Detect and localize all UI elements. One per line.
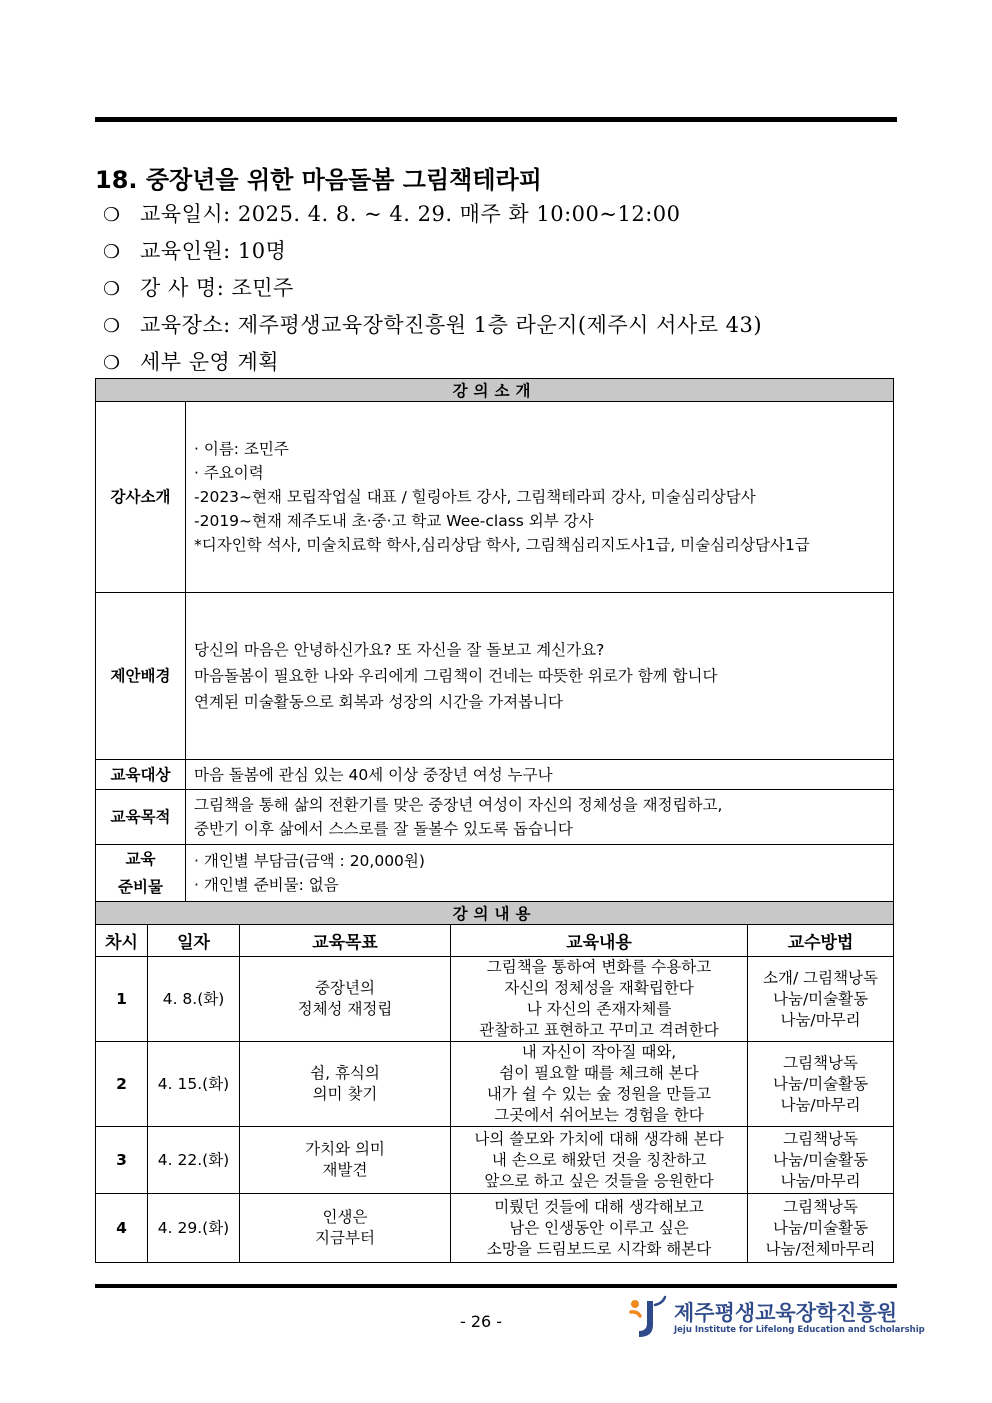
overview-item-capacity: ❍ 교육인원: 10명	[103, 233, 903, 270]
session-method: 그림책낭독 나눔/미술활동 나눔/마무리	[748, 1127, 894, 1194]
materials-text: · 개인별 부담금(금액 : 20,000원) · 개인별 준비물: 없음	[186, 845, 894, 902]
session-content: 그림책을 통하여 변화를 수용하고 자신의 정체성을 재확립한다 나 자신의 존재자체를 관찰하고 표현하고 꾸미고 격려한다	[451, 957, 748, 1042]
session-goal: 인생은 지금부터	[240, 1194, 451, 1263]
bottom-rule	[95, 1284, 897, 1288]
session-date: 4. 29.(화)	[148, 1194, 240, 1263]
session-method: 그림책낭독 나눔/미술활동 나눔/전체마무리	[748, 1194, 894, 1263]
column-header-content: 교육내용	[451, 925, 748, 957]
session-method: 그림책낭독 나눔/미술활동 나눔/마무리	[748, 1042, 894, 1127]
section-header-intro: 강의소개	[96, 379, 894, 402]
session-number: 3	[96, 1127, 148, 1194]
overview-item-location: ❍ 교육장소: 제주평생교육장학진흥원 1층 라운지(제주시 서사로 43)	[103, 307, 903, 344]
session-content: 미뤘던 것들에 대해 생각해보고 남은 인생동안 이루고 싶은 소망을 드림보드로 시각화 해본다	[451, 1194, 748, 1263]
background-text: 당신의 마음은 안녕하신가요? 또 자신을 잘 돌보고 계신가요? 마음돌봄이 필요한 나와 우리에게 그림책이 건네는 따뜻한 위로가 함께 합니다 연계된 미술활동으로 회복과 성장의 시간을 가져봅니다	[186, 593, 894, 760]
target-text: 마음 돌봄에 관심 있는 40세 이상 중장년 여성 누구나	[186, 760, 894, 790]
table-row	[96, 1127, 894, 1194]
column-header-date: 일자	[148, 925, 240, 957]
session-goal: 가치와 의미 재발견	[240, 1127, 451, 1194]
page-title: 18. 중장년을 위한 마음돌봄 그림책테라피	[95, 166, 542, 194]
goal-text: 그림책을 통해 삶의 전환기를 맞은 중장년 여성이 자신의 정체성을 재정립하고, 중반기 이후 삶에서 스스로를 잘 돌볼수 있도록 돕습니다	[186, 790, 894, 845]
column-header-session: 차시	[96, 925, 148, 957]
bullet-circle-icon: ❍	[103, 278, 121, 300]
session-number: 2	[96, 1042, 148, 1127]
goal-label: 교육목적	[96, 790, 186, 845]
overview-item-instructor: ❍ 강 사 명: 조민주	[103, 270, 903, 307]
column-header-goal: 교육목표	[240, 925, 451, 957]
session-date: 4. 15.(화)	[148, 1042, 240, 1127]
table-row	[96, 1194, 894, 1263]
session-content: 나의 쓸모와 가치에 대해 생각해 본다 내 손으로 해왔던 것을 칭찬하고 앞으로 하고 싶은 것들을 응원한다	[451, 1127, 748, 1194]
overview-item-plan: ❍ 세부 운영 계획	[103, 344, 903, 381]
target-label: 교육대상	[96, 760, 186, 790]
instructor-info: · 이름: 조민주 · 주요이력 -2023~현재 모립작업실 대표 / 힐링아트 강사, 그림책테라피 강사, 미술심리상담사 -2019~현재 제주도내 초·중·고 학교 Wee-class 외부 강사 *디자인학 석사, 미술치료학 학사,심리상담 학사, 그림책심리지도사1급, 미술심리상담사1급	[186, 402, 894, 593]
session-number: 4	[96, 1194, 148, 1263]
session-content: 내 자신이 작아질 때와, 쉼이 필요할 때를 체크해 본다 내가 쉴 수 있는 숲 정원을 만들고 그곳에서 쉬어보는 경험을 한다	[451, 1042, 748, 1127]
table-row	[96, 1042, 894, 1127]
page-number: - 26 -	[460, 1312, 503, 1331]
bullet-circle-icon: ❍	[103, 204, 121, 226]
session-date: 4. 8.(화)	[148, 957, 240, 1042]
plan-table	[95, 378, 894, 1263]
background-label: 제안배경	[96, 593, 186, 760]
section-header-content: 강의내용	[96, 902, 894, 925]
bullet-circle-icon: ❍	[103, 352, 121, 374]
session-goal: 쉼, 휴식의 의미 찾기	[240, 1042, 451, 1127]
overview-list	[103, 196, 903, 381]
overview-item-schedule: ❍ 교육일시: 2025. 4. 8. ~ 4. 29. 매주 화 10:00~12:00	[103, 196, 903, 233]
session-number: 1	[96, 957, 148, 1042]
institute-logo	[627, 1295, 925, 1340]
column-header-method: 교수방법	[748, 925, 894, 957]
institute-name: 제주평생교육장학진흥원	[674, 1301, 898, 1325]
table-row	[96, 957, 894, 1042]
session-goal: 중장년의 정체성 재정립	[240, 957, 451, 1042]
session-method: 소개/ 그림책낭독 나눔/미술활동 나눔/마무리	[748, 957, 894, 1042]
bullet-circle-icon: ❍	[103, 315, 121, 337]
bullet-circle-icon: ❍	[103, 241, 121, 263]
institute-name-english: Jeju Institute for Lifelong Education and Scholarship	[674, 1325, 925, 1335]
materials-label: 교육 준비물	[96, 845, 186, 902]
session-date: 4. 22.(화)	[148, 1127, 240, 1194]
instructor-label: 강사소개	[96, 402, 186, 593]
institute-emblem-icon	[627, 1295, 671, 1340]
top-rule	[95, 117, 897, 122]
